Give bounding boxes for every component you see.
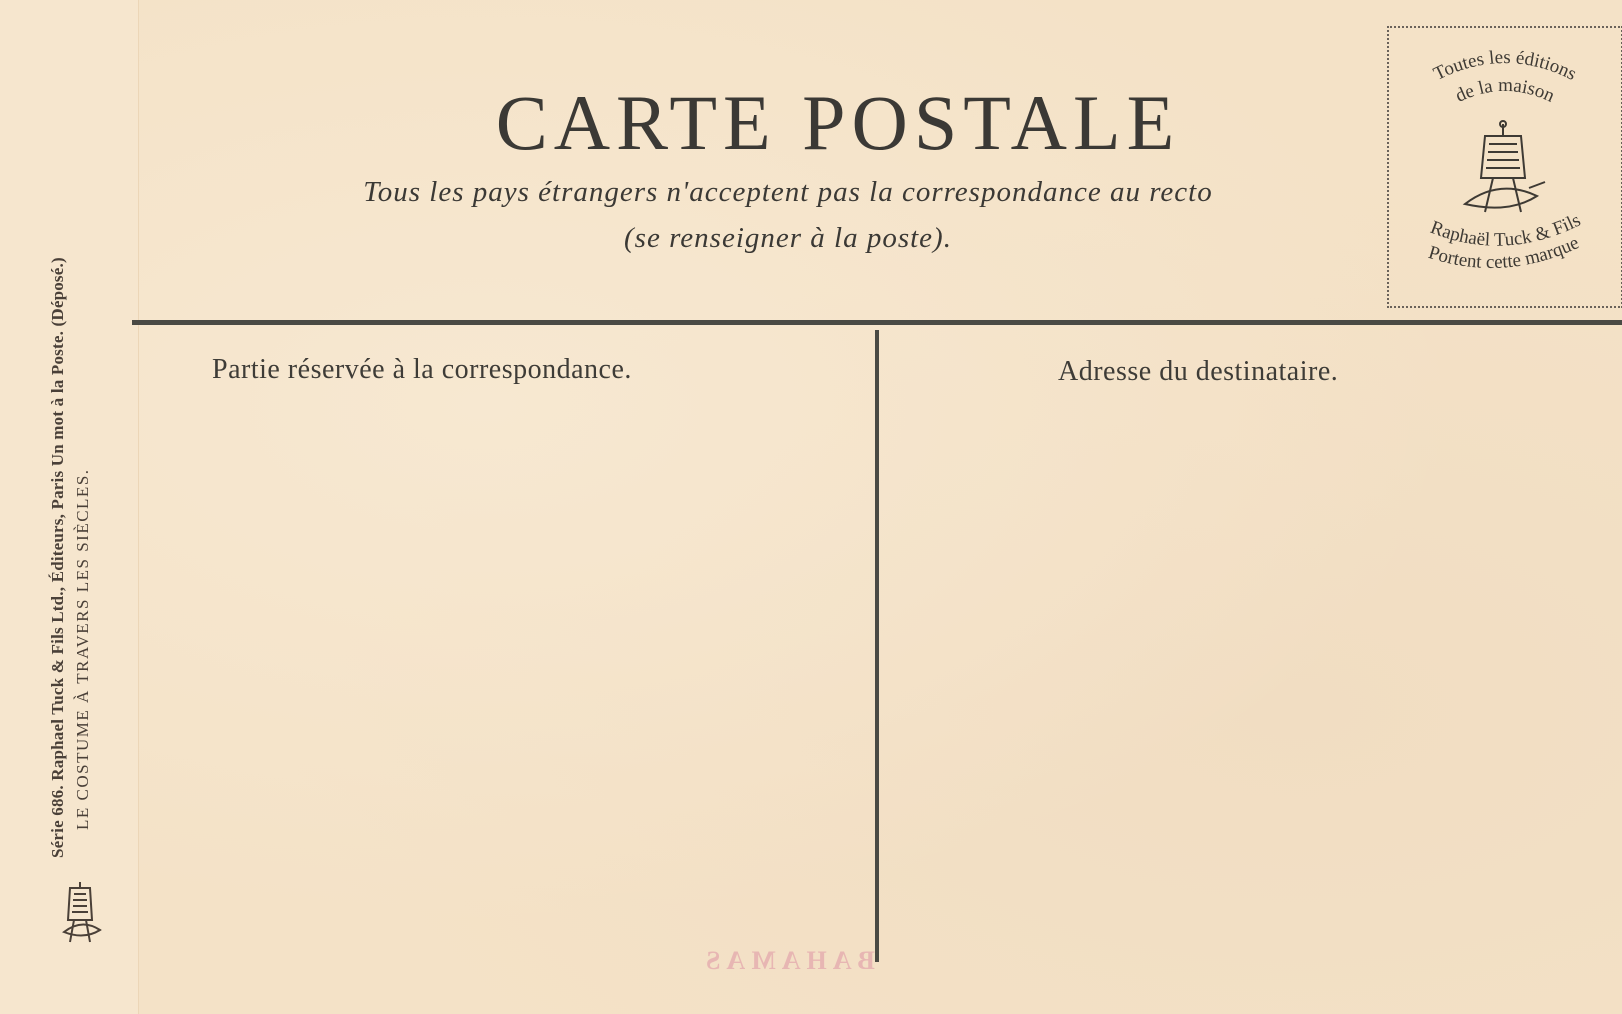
seal-top-text2: de la maison [1452, 74, 1558, 107]
stamp-box [1387, 26, 1622, 308]
seal-bottom-text2: Portent cette marque [1425, 232, 1583, 273]
easel-palette-icon [60, 880, 104, 946]
svg-text:de la maison [1452, 75, 1558, 107]
seal-bottom-text: Raphaël Tuck & Fils [1427, 209, 1585, 251]
mirrored-red-stamp: BAHAMAS [700, 946, 875, 975]
vertical-divider [875, 330, 879, 962]
trademark-seal [1389, 28, 1621, 306]
series-title: LE COSTUME À TRAVERS LES SIÈCLES. [73, 468, 92, 830]
publisher-line: Série 686. Raphael Tuck & Fils Ltd., Éditeurs, Paris Un mot à la Poste. (Déposé.) [48, 257, 67, 858]
horizontal-divider [132, 320, 1622, 325]
postal-notice-line1: Tous les pays étrangers n'acceptent pas la correspondance au recto [363, 176, 1213, 208]
seal-top-text: Toutes les éditions [1430, 46, 1580, 85]
correspondence-label: Partie réservée à la correspondance. [212, 354, 632, 385]
address-label: Adresse du destinataire. [1058, 356, 1339, 387]
left-margin-strip [0, 0, 139, 1014]
postal-notice-line2: (se renseigner à la poste). [624, 222, 952, 254]
card-title: CARTE POSTALE [495, 79, 1181, 166]
easel-palette-icon [1465, 121, 1545, 212]
publisher-imprint [48, 257, 93, 858]
